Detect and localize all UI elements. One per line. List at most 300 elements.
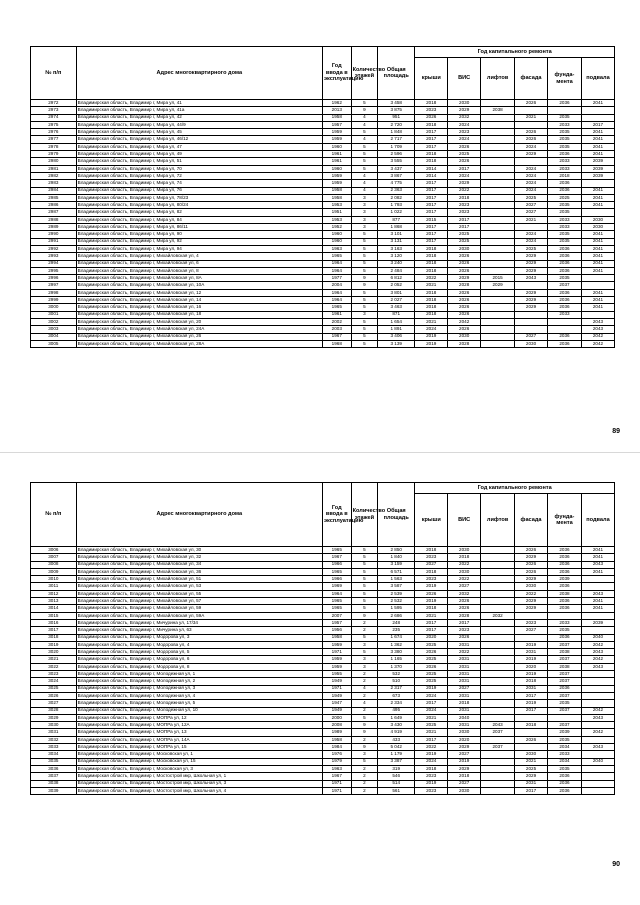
cell-address: Владимирская область, Владимир г, Мира ул, 84: [76, 216, 322, 223]
cell-lifts: [481, 649, 515, 656]
cell-foundation: 2036: [547, 634, 581, 641]
cell-area: 3 131: [378, 238, 415, 245]
cell-address: Владимирская область, Владимир г, Михайловская ул, 26: [76, 333, 322, 340]
cell-foundation: 2025: [547, 194, 581, 201]
header-repair-group: Год капитального ремонта: [415, 483, 615, 494]
cell-facade: 2019: [515, 700, 548, 707]
cell-facade: [515, 311, 548, 318]
cell-roof: 2026: [415, 114, 448, 121]
header-lifts: лифтов: [481, 494, 515, 547]
cell-vis: 2023: [448, 627, 481, 634]
cell-year: 1949: [322, 707, 351, 714]
table-row: [31, 641, 615, 648]
cell-floors: 2: [351, 627, 378, 634]
cell-area: 2 720: [378, 121, 415, 128]
cell-address: Владимирская область, Владимир г, Михайловская ул, 16: [76, 304, 322, 311]
cell-vis: 2023: [448, 129, 481, 136]
cell-basement: 2041: [581, 100, 614, 107]
table-row: [31, 758, 615, 765]
cell-year: 1959: [322, 663, 351, 670]
cell-roof: 2017: [415, 136, 448, 143]
cell-num: 2989: [31, 224, 77, 231]
cell-area: 2 596: [378, 151, 415, 158]
cell-lifts: [481, 736, 515, 743]
cell-facade: 2018: [515, 678, 548, 685]
cell-facade: 2029: [515, 304, 548, 311]
cell-vis: 2029: [448, 180, 481, 187]
cell-floors: 5: [351, 605, 378, 612]
cell-basement: 2043: [581, 561, 614, 568]
table-row: [31, 326, 615, 333]
cell-foundation: 2037: [547, 641, 581, 648]
cell-address: Владимирская область, Владимир г, Михайловская ул, 51: [76, 576, 322, 583]
cell-address: Владимирская область, Владимир г, Мира ул, 49: [76, 151, 322, 158]
cell-year: 1971: [322, 787, 351, 794]
cell-floors: 5: [351, 260, 378, 267]
cell-floors: 2: [351, 671, 378, 678]
cell-address: Владимирская область, Владимир г, Молодежная ул, 2: [76, 678, 322, 685]
cell-facade: 2029: [515, 253, 548, 260]
cell-floors: 3: [351, 311, 378, 318]
cell-lifts: [481, 590, 515, 597]
cell-year: 2008: [322, 722, 351, 729]
cell-area: 2 717: [378, 136, 415, 143]
cell-foundation: 2036: [547, 787, 581, 794]
cell-basement: 2042: [581, 707, 614, 714]
cell-area: 235: [378, 627, 415, 634]
cell-year: 1959: [322, 172, 351, 179]
cell-area: 2 317: [378, 685, 415, 692]
cell-basement: 2041: [581, 194, 614, 201]
cell-num: 2998: [31, 289, 77, 296]
cell-foundation: 2038: [547, 663, 581, 670]
cell-lifts: [481, 641, 515, 648]
cell-address: Владимирская область, Владимир г, Московская ул, 1: [76, 751, 322, 758]
cell-address: Владимирская область, Владимир г, Михайловская ул, 28А: [76, 340, 322, 347]
cell-basement: [581, 722, 614, 729]
cell-facade: 2025: [515, 194, 548, 201]
cell-num: 3011: [31, 583, 77, 590]
cell-num: 2984: [31, 187, 77, 194]
table-row: [31, 729, 615, 736]
cell-basement: 2041: [581, 598, 614, 605]
cell-num: 3022: [31, 663, 77, 670]
cell-facade: 2031: [515, 780, 548, 787]
cell-area: 2 363: [378, 187, 415, 194]
cell-facade: 2026: [515, 547, 548, 554]
cell-facade: 2017: [515, 707, 548, 714]
cell-area: 2 484: [378, 267, 415, 274]
cell-foundation: 2035: [547, 114, 581, 121]
cell-num: 2972: [31, 100, 77, 107]
cell-lifts: [481, 216, 515, 223]
cell-foundation: 2036: [547, 100, 581, 107]
cell-floors: 9: [351, 722, 378, 729]
cell-year: 1959: [322, 641, 351, 648]
cell-roof: 2024: [415, 707, 448, 714]
cell-area: 1 709: [378, 143, 415, 150]
cell-num: 3004: [31, 333, 77, 340]
cell-foundation: 2037: [547, 707, 581, 714]
cell-address: Владимирская область, Владимир г, МОПРа ул, 12А: [76, 722, 322, 729]
cell-year: 1965: [322, 304, 351, 311]
cell-roof: 2018: [415, 765, 448, 772]
cell-floors: 5: [351, 583, 378, 590]
cell-address: Владимирская область, Владимир г, Мира ул, 44/9: [76, 121, 322, 128]
cell-basement: 2043: [581, 714, 614, 721]
cell-area: 495: [378, 707, 415, 714]
cell-facade: 2022: [515, 590, 548, 597]
cell-floors: 5: [351, 297, 378, 304]
header-facade: фасада: [515, 58, 548, 100]
cell-vis: 2027: [448, 751, 481, 758]
cell-lifts: [481, 340, 515, 347]
cell-floors: 3: [351, 663, 378, 670]
cell-num: 3001: [31, 311, 77, 318]
cell-area: 6 812: [378, 275, 415, 282]
cell-floors: 5: [351, 758, 378, 765]
cell-num: 3018: [31, 634, 77, 641]
cell-foundation: 2035: [547, 765, 581, 772]
cell-roof: 2023: [415, 554, 448, 561]
cell-area: 3 587: [378, 583, 415, 590]
cell-num: 3007: [31, 554, 77, 561]
cell-basement: 2040: [581, 758, 614, 765]
cell-address: Владимирская область, Владимир г, Мичурина ул, 63: [76, 627, 322, 634]
cell-year: 1971: [322, 685, 351, 692]
cell-address: Владимирская область, Владимир г, Мира ул, 94: [76, 245, 322, 252]
cell-address: Владимирская область, Владимир г, Молодежная ул, 4: [76, 692, 322, 699]
cell-year: 1952: [322, 224, 351, 231]
cell-roof: 2021: [415, 729, 448, 736]
cell-area: 1 840: [378, 554, 415, 561]
cell-lifts: [481, 547, 515, 554]
cell-foundation: 2038: [547, 649, 581, 656]
cell-roof: 2026: [415, 649, 448, 656]
cell-num: 2983: [31, 180, 77, 187]
cell-basement: 2041: [581, 547, 614, 554]
cell-floors: 2: [351, 787, 378, 794]
cell-roof: 2019: [415, 598, 448, 605]
cell-foundation: 2033: [547, 216, 581, 223]
cell-roof: 2019: [415, 340, 448, 347]
page-number: 89: [612, 428, 620, 435]
cell-vis: 2030: [448, 729, 481, 736]
cell-basement: [581, 576, 614, 583]
cell-floors: 5: [351, 165, 378, 172]
header-num: № п/п: [31, 47, 77, 100]
cell-address: Владимирская область, Владимир г, МОПРа ул, 15: [76, 744, 322, 751]
cell-floors: 2: [351, 773, 378, 780]
cell-floors: 4: [351, 136, 378, 143]
cell-facade: [515, 612, 548, 619]
cell-basement: 2041: [581, 129, 614, 136]
cell-floors: 4: [351, 172, 378, 179]
cell-vis: 2026: [448, 605, 481, 612]
cell-lifts: [481, 787, 515, 794]
cell-floors: 5: [351, 158, 378, 165]
table-row: [31, 590, 615, 597]
header-basement: подвала: [581, 494, 614, 547]
table-row: [31, 765, 615, 772]
cell-address: Владимирская область, Владимир г, Молодежная ул, 5: [76, 700, 322, 707]
cell-foundation: 2037: [547, 656, 581, 663]
cell-facade: 2026: [515, 100, 548, 107]
cell-address: Владимирская область, Владимир г, Модорова ул, 5: [76, 649, 322, 656]
cell-facade: 2019: [515, 641, 548, 648]
cell-roof: 2018: [415, 289, 448, 296]
cell-vis: 2025: [448, 151, 481, 158]
cell-roof: 2018: [415, 311, 448, 318]
cell-vis: 2030: [448, 787, 481, 794]
cell-year: 1963: [322, 245, 351, 252]
cell-floors: 5: [351, 289, 378, 296]
cell-basement: [581, 612, 614, 619]
cell-num: 3021: [31, 656, 77, 663]
cell-roof: 2022: [415, 744, 448, 751]
cell-num: 2974: [31, 114, 77, 121]
cell-lifts: [481, 634, 515, 641]
cell-area: 4 775: [378, 180, 415, 187]
cell-basement: 2042: [581, 729, 614, 736]
cell-year: 1951: [322, 209, 351, 216]
cell-basement: [581, 765, 614, 772]
cell-facade: 2017: [515, 692, 548, 699]
cell-floors: 9: [351, 282, 378, 289]
cell-foundation: 2033: [547, 224, 581, 231]
cell-roof: 2018: [415, 605, 448, 612]
table-row: [31, 180, 615, 187]
cell-facade: 2030: [515, 751, 548, 758]
cell-foundation: 2036: [547, 773, 581, 780]
table-row: [31, 136, 615, 143]
table-row: [31, 583, 615, 590]
cell-lifts: [481, 773, 515, 780]
cell-area: 1 165: [378, 656, 415, 663]
cell-num: 3023: [31, 671, 77, 678]
cell-facade: 2029: [515, 151, 548, 158]
cell-facade: [515, 318, 548, 325]
cell-vis: 2026: [448, 311, 481, 318]
table-row: [31, 671, 615, 678]
cell-vis: 2027: [448, 685, 481, 692]
cell-roof: 2023: [415, 576, 448, 583]
cell-basement: 2041: [581, 605, 614, 612]
cell-basement: [581, 282, 614, 289]
cell-foundation: [547, 318, 581, 325]
cell-area: 2 052: [378, 282, 415, 289]
cell-vis: 2030: [448, 100, 481, 107]
cell-area: 3 430: [378, 722, 415, 729]
cell-area: 3 159: [378, 561, 415, 568]
cell-floors: 3: [351, 224, 378, 231]
cell-area: 4 919: [378, 729, 415, 736]
cell-lifts: [481, 136, 515, 143]
cell-address: Владимирская область, Владимир г, Михайловская ул, 10А: [76, 282, 322, 289]
cell-vis: 2030: [448, 333, 481, 340]
cell-year: 1965: [322, 598, 351, 605]
cell-vis: 2017: [448, 619, 481, 626]
table-row: [31, 245, 615, 252]
table-row: [31, 100, 615, 107]
cell-floors: 4: [351, 685, 378, 692]
cell-num: 3010: [31, 576, 77, 583]
cell-year: 1955: [322, 671, 351, 678]
cell-facade: 2019: [515, 656, 548, 663]
cell-foundation: 2033: [547, 121, 581, 128]
cell-lifts: [481, 598, 515, 605]
cell-year: 2000: [322, 714, 351, 721]
cell-facade: 2029: [515, 773, 548, 780]
cell-address: Владимирская область, Владимир г, Михайловская ул, 57: [76, 598, 322, 605]
cell-area: 1 654: [378, 318, 415, 325]
cell-num: 3038: [31, 780, 77, 787]
table-row: [31, 714, 615, 721]
cell-lifts: [481, 165, 515, 172]
table-row: [31, 685, 615, 692]
cell-facade: [515, 634, 548, 641]
cell-basement: [581, 700, 614, 707]
table-row: [31, 260, 615, 267]
cell-lifts: 2032: [481, 612, 515, 619]
cell-vis: 2026: [448, 297, 481, 304]
cell-roof: 2017: [415, 202, 448, 209]
cell-vis: 2029: [448, 744, 481, 751]
cell-address: Владимирская область, Владимир г, Мира ул, 47: [76, 143, 322, 150]
cell-num: 2981: [31, 165, 77, 172]
cell-floors: 2: [351, 619, 378, 626]
cell-lifts: [481, 758, 515, 765]
cell-vis: 2019: [448, 758, 481, 765]
cell-foundation: [547, 714, 581, 721]
cell-address: Владимирская область, Владимир г, Михайловская ул, 24А: [76, 326, 322, 333]
cell-year: 1964: [322, 260, 351, 267]
table-row: [31, 158, 615, 165]
cell-vis: 2018: [448, 554, 481, 561]
cell-num: 3000: [31, 304, 77, 311]
cell-address: Владимирская область, Владимир г, Мичурина ул, 17/34: [76, 619, 322, 626]
cell-vis: 2029: [448, 275, 481, 282]
cell-vis: 2030: [448, 245, 481, 252]
cell-area: 3 437: [378, 165, 415, 172]
table-row: [31, 194, 615, 201]
cell-lifts: [481, 765, 515, 772]
cell-vis: 2024: [448, 121, 481, 128]
table-row: [31, 568, 615, 575]
cell-lifts: [481, 224, 515, 231]
table-row: [31, 297, 615, 304]
cell-foundation: 2039: [547, 576, 581, 583]
cell-basement: 2042: [581, 340, 614, 347]
table-row: [31, 612, 615, 619]
cell-foundation: 2035: [547, 231, 581, 238]
cell-facade: 2030: [515, 340, 548, 347]
cell-num: 3014: [31, 605, 77, 612]
cell-floors: 5: [351, 649, 378, 656]
cell-lifts: [481, 561, 515, 568]
table-row: [31, 773, 615, 780]
cell-roof: 2017: [415, 194, 448, 201]
cell-foundation: 2033: [547, 619, 581, 626]
cell-basement: 2041: [581, 253, 614, 260]
cell-facade: 2031: [515, 685, 548, 692]
cell-num: 3032: [31, 736, 77, 743]
cell-num: 2976: [31, 129, 77, 136]
cell-roof: 2025: [415, 671, 448, 678]
cell-num: 2992: [31, 245, 77, 252]
cell-num: 3029: [31, 714, 77, 721]
cell-address: Владимирская область, Владимир г, Михайловская ул, 34: [76, 561, 322, 568]
cell-facade: 2029: [515, 267, 548, 274]
cell-address: Владимирская область, Владимир г, Мира ул, 90: [76, 231, 322, 238]
cell-lifts: 2037: [481, 744, 515, 751]
cell-foundation: 2037: [547, 282, 581, 289]
cell-area: 673: [378, 692, 415, 699]
cell-year: 1960: [322, 143, 351, 150]
cell-foundation: 2036: [547, 333, 581, 340]
cell-roof: 2024: [415, 758, 448, 765]
cell-address: Владимирская область, Владимир г, Московская ул, 15: [76, 758, 322, 765]
cell-year: 1965: [322, 605, 351, 612]
cell-year: 1971: [322, 649, 351, 656]
cell-vis: 2029: [448, 107, 481, 114]
cell-area: 3 867: [378, 172, 415, 179]
cell-floors: 3: [351, 194, 378, 201]
cell-facade: 2024: [515, 165, 548, 172]
cell-foundation: 2035: [547, 700, 581, 707]
cell-lifts: [481, 143, 515, 150]
cell-vis: 2026: [448, 598, 481, 605]
cell-roof: 2014: [415, 165, 448, 172]
cell-num: 3008: [31, 561, 77, 568]
cell-foundation: 2036: [547, 253, 581, 260]
cell-area: 3 875: [378, 107, 415, 114]
cell-address: Владимирская область, Владимир г, Михайловская ул, 8: [76, 267, 322, 274]
cell-year: 1967: [322, 554, 351, 561]
cell-lifts: 2029: [481, 282, 515, 289]
cell-vis: 2024: [448, 172, 481, 179]
header-num: № п/п: [31, 483, 77, 547]
table-row: [31, 238, 615, 245]
cell-num: 3002: [31, 318, 77, 325]
cell-roof: 2024: [415, 326, 448, 333]
header-lifts: лифтов: [481, 58, 515, 100]
cell-num: 2973: [31, 107, 77, 114]
table-row: [31, 114, 615, 121]
cell-year: 1953: [322, 216, 351, 223]
cell-floors: 2: [351, 692, 378, 699]
cell-lifts: 2038: [481, 107, 515, 114]
cell-year: 1979: [322, 758, 351, 765]
cell-num: 2997: [31, 282, 77, 289]
cell-facade: 2026: [515, 736, 548, 743]
cell-foundation: 2036: [547, 554, 581, 561]
cell-roof: 2017: [415, 619, 448, 626]
cell-roof: 2027: [415, 561, 448, 568]
cell-year: 1977: [322, 275, 351, 282]
cell-vis: 2030: [448, 547, 481, 554]
cell-vis: 2031: [448, 678, 481, 685]
cell-roof: 2025: [415, 722, 448, 729]
cell-area: 3 163: [378, 245, 415, 252]
cell-basement: [581, 736, 614, 743]
cell-area: 3 120: [378, 253, 415, 260]
cell-foundation: 2035: [547, 129, 581, 136]
cell-floors: 5: [351, 304, 378, 311]
cell-lifts: [481, 554, 515, 561]
cell-address: Владимирская область, Владимир г, Мостострой мкр, Школьная ул, 1: [76, 773, 322, 780]
cell-roof: 2017: [415, 736, 448, 743]
